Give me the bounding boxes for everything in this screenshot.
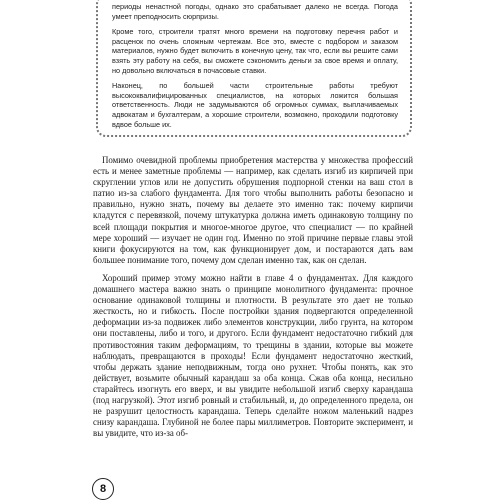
sidebar-paragraph: Наконец, по большей части строительные работы требуют высококвалифицированных специалистов, на которых ложится большая ответственность. Люди не задумываются об огромных суммах, выплачиваемых адвокатам и бухгалтерам, а хорошие строители, возможно, проходили подготовку вдвое больше их. — [112, 81, 398, 129]
body-paragraph: Хороший пример этому можно найти в главе 4 о фундаментах. Для каждого домашнего мастера важно знать о принципе монолитного фундамента: прочное основание одинаковой толщины и плотности. В результате это дает не только жесткость, но и гибкость. После постройки здания подвергаются определенной деформации из-за подвижек либо элементов конструкции, либо грунта, на котором они поставлены, либо и того, и другого. Если фундамент недостаточно гибкий для противостояния таким деформациям, то трещины в здании, которые вы можете наблюдать, превращаются в проходы! Если фундамент недостаточно жесткий, чтобы держать здание неподвижным, тогда оно рухнет. Чтобы понять, как это действует, возьмите обычный карандаш за оба конца. Сжав оба конца, несильно старайтесь изогнуть его вверх, и вы увидите небольшой изгиб сверху карандаша (под нагрузкой). Этот изгиб ровный и стабильный, и, до определенного предела, он не разрушит целостность карандаша. Теперь сделайте ножом маленький надрез снизу карандаша. Глубиной не более пары миллиметров. Повторите эксперимент, и вы увидите, что из-за об- — [93, 272, 413, 439]
sidebar-paragraph: Кроме того, строители тратят много времени на подготовку перечня работ и расценок по очень сложным чертежам. Все это, вместе с подбором и заказом материалов, нужно будет включить в конечную цену, так что, если вы решите сами взять эту работу на себя, вы сможете сэкономить деньги за свое время и оплату, но довольно включаться в почасовые ставки. — [112, 27, 398, 75]
body-paragraph: Помимо очевидной проблемы приобретения мастерства у множества профессий есть и менее заметные проблемы — например, как сделать изгиб из кирпичей при скруглении углов или не допустить обрушения подпорной стенки на ваш стол в патио из-за слабого фундамента. Для того чтобы выполнить работы безопасно и правильно, нужно знать, почему вы делаете это именно так: почему кирпичи кладутся с перевязкой, почему штукатурка должна иметь одинаковую толщину по всей площади покрытия и многое-многое другое, что специалист — по крайней мере хороший — изучает не один год. Именно по этой причине первые главы этой книги фокусируются на том, как функционирует дом, и постараются дать вам большее понимание того, почему дом сделан именно так, как он сделан. — [93, 155, 413, 265]
main-body-text — [93, 155, 413, 446]
page-number: 8 — [92, 478, 114, 500]
sidebar-paragraph: периоды ненастной погоды, однако это срабатывает далеко не всегда. Погода умеет преподносить сюрпризы. — [112, 2, 398, 21]
sidebar-note-box — [96, 0, 412, 137]
